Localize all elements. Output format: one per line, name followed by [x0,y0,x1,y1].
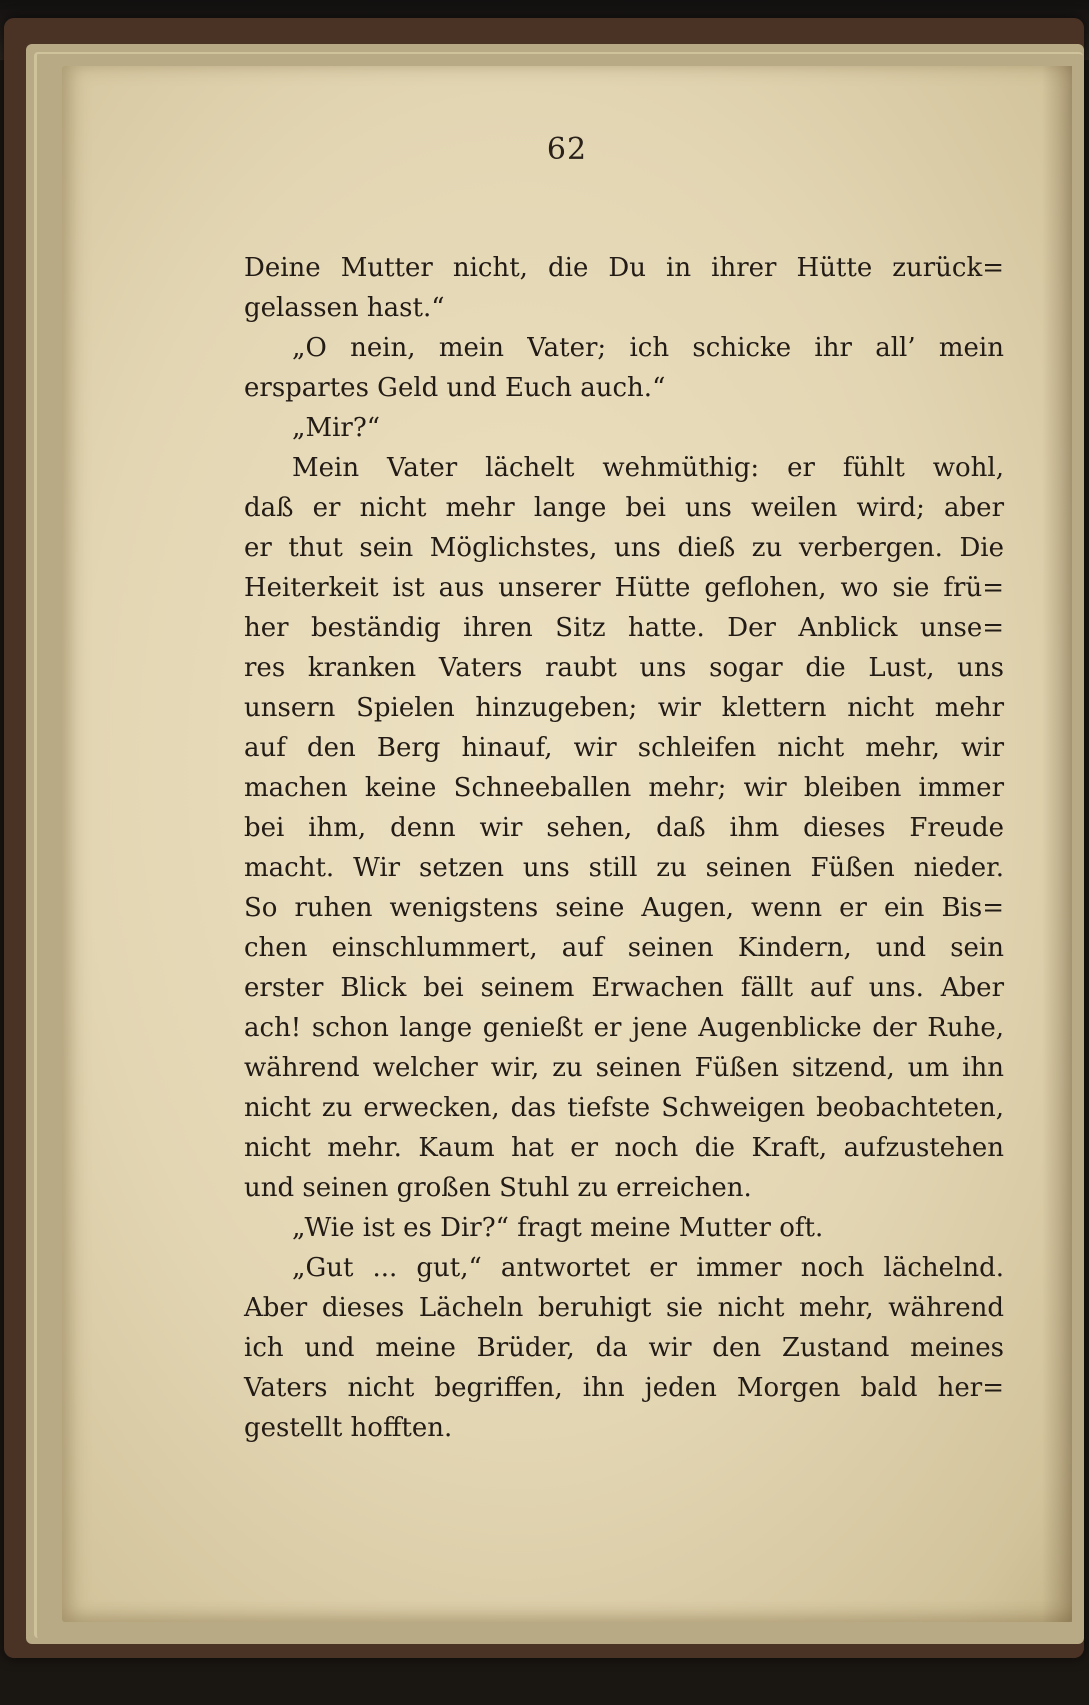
text-line: Vaters nicht begriffen, ihn jeden Morgen bald her= [244,1373,1004,1403]
text-line: „Wie ist es Dir?“ fragt meine Mutter oft. [292,1213,824,1243]
text-line: erspartes Geld und Euch auch.“ [244,373,666,403]
text-line: macht. Wir setzen uns still zu seinen Füßen nieder. [244,853,1004,883]
text-line: her beständig ihren Sitz hatte. Der Anblick unse= [244,613,1004,643]
page-number: 62 [546,132,588,167]
text-line: daß er nicht mehr lange bei uns weilen wird; aber [244,493,1004,523]
text-line: „Mir?“ [292,413,381,443]
text-line: erster Blick bei seinem Erwachen fällt auf uns. Aber [244,973,1004,1003]
text-line: ich und meine Brüder, da wir den Zustand meines [244,1333,1004,1363]
text-line: Mein Vater lächelt wehmüthig: er fühlt wohl, [292,453,1004,483]
text-line: Heiterkeit ist aus unserer Hütte geflohen, wo sie frü= [244,573,1004,603]
text-line: ach! schon lange genießt er jene Augenblicke der Ruhe, [244,1013,1004,1043]
text-line: gestellt hofften. [244,1413,453,1443]
text-line: unsern Spielen hinzugeben; wir klettern nicht mehr [244,693,1004,723]
text-line: während welcher wir, zu seinen Füßen sitzend, um ihn [244,1053,1004,1083]
text-line: So ruhen wenigstens seine Augen, wenn er ein Bis= [244,893,1004,923]
text-line: res kranken Vaters raubt uns sogar die Lust, uns [244,653,1004,683]
text-line: Deine Mutter nicht, die Du in ihrer Hütte zurück= [244,253,1004,283]
text-line: machen keine Schneeballen mehr; wir bleiben immer [244,773,1004,803]
gutter-shadow [1042,66,1072,1622]
page-text [244,248,1004,1448]
text-line: „Gut ... gut,“ antwortet er immer noch lächelnd. [292,1253,1004,1283]
text-line: „O nein, mein Vater; ich schicke ihr all’ mein [292,333,1004,363]
text-line: bei ihm, denn wir sehen, daß ihm dieses Freude [244,813,1004,843]
text-line: nicht mehr. Kaum hat er noch die Kraft, aufzustehen [244,1133,1004,1163]
text-line: nicht zu erwecken, das tiefste Schweigen beobachteten, [244,1093,1004,1123]
text-line: chen einschlummert, auf seinen Kindern, und sein [244,933,1004,963]
text-line: auf den Berg hinauf, wir schleifen nicht mehr, wir [244,733,1004,763]
text-line: er thut sein Möglichstes, uns dieß zu verbergen. Die [244,533,1004,563]
text-line: gelassen hast.“ [244,293,445,323]
text-line: Aber dieses Lächeln beruhigt sie nicht mehr, während [244,1293,1004,1323]
text-line: und seinen großen Stuhl zu erreichen. [244,1173,752,1203]
book-page [62,66,1072,1622]
